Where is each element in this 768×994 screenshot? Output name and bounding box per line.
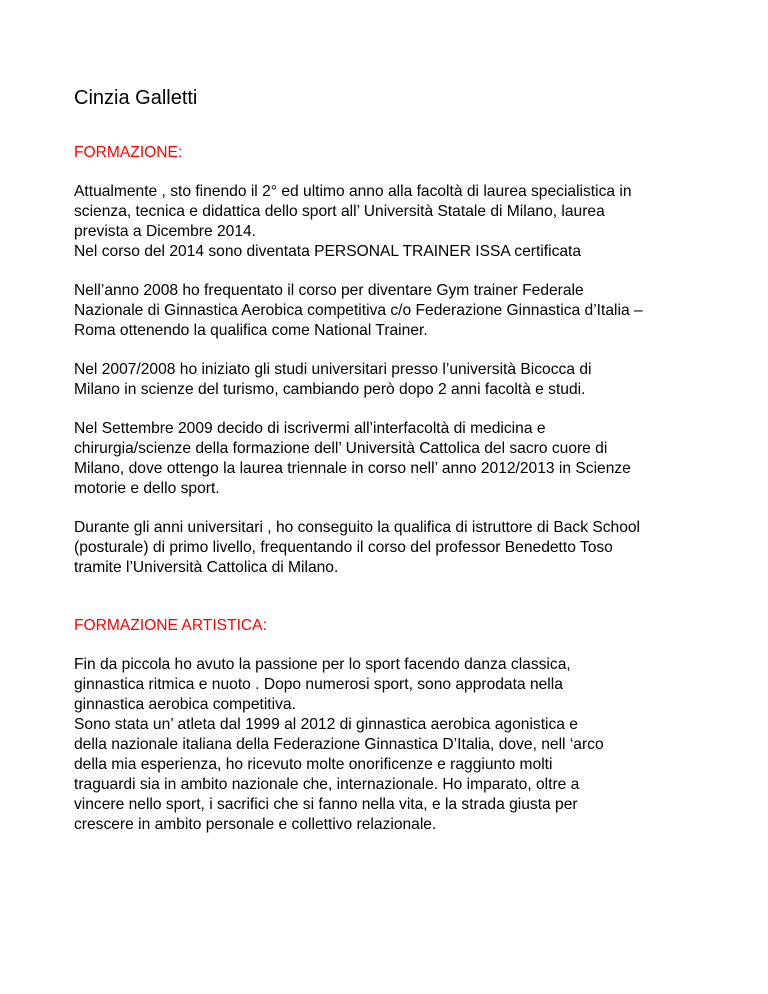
paragraph-line: scienza, tecnica e didattica dello sport all’ Università Statale di Milano, laurea xyxy=(74,203,605,220)
paragraph-line: Nell’anno 2008 ho frequentato il corso per diventare Gym trainer Federale xyxy=(74,282,584,299)
section-heading-formazione: FORMAZIONE: xyxy=(74,144,183,161)
paragraph-line: della nazionale italiana della Federazione Ginnastica D’Italia, dove, nell ‘arco xyxy=(74,736,604,753)
paragraph-line: Milano in scienze del turismo, cambiando però dopo 2 anni facoltà e studi. xyxy=(74,381,586,398)
paragraph-line: della mia esperienza, ho ricevuto molte onorificenze e raggiunto molti xyxy=(74,756,553,773)
paragraph-line: crescere in ambito personale e collettivo relazionale. xyxy=(74,816,437,833)
paragraph-line: ginnastica aerobica competitiva. xyxy=(74,696,296,713)
person-name: Cinzia Galletti xyxy=(74,87,198,109)
paragraph-line: prevista a Dicembre 2014. xyxy=(74,223,257,240)
paragraph-line: (posturale) di primo livello, frequentando il corso del professor Benedetto Toso xyxy=(74,539,613,556)
paragraph-line: tramite l’Università Cattolica di Milano. xyxy=(74,559,339,576)
paragraph-line: Roma ottenendo la qualifica come National Trainer. xyxy=(74,322,428,339)
paragraph-line: traguardi sia in ambito nazionale che, internazionale. Ho imparato, oltre a xyxy=(74,776,580,793)
paragraph-line: motorie e dello sport. xyxy=(74,480,220,497)
paragraph-line: Durante gli anni universitari , ho conseguito la qualifica di istruttore di Back School xyxy=(74,519,641,536)
paragraph-line: Attualmente , sto finendo il 2° ed ultimo anno alla facoltà di laurea specialistica in xyxy=(74,183,632,200)
paragraph-line: Nel Settembre 2009 decido di iscrivermi all’interfacoltà di medicina e xyxy=(74,420,546,437)
paragraph-line: Nel corso del 2014 sono diventata PERSONAL TRAINER ISSA certificata xyxy=(74,243,582,260)
paragraph-line: Fin da piccola ho avuto la passione per lo sport facendo danza classica, xyxy=(74,656,571,673)
paragraph-line: chirurgia/scienze della formazione dell’ Università Cattolica del sacro cuore di xyxy=(74,440,608,457)
paragraph-line: ginnastica ritmica e nuoto . Dopo numerosi sport, sono approdata nella xyxy=(74,676,563,693)
paragraph-line: vincere nello sport, i sacrifici che si fanno nella vita, e la strada giusta per xyxy=(74,796,578,813)
paragraph-line: Nazionale di Ginnastica Aerobica competitiva c/o Federazione Ginnastica d’Italia – xyxy=(74,302,643,319)
paragraph-line: Milano, dove ottengo la laurea triennale in corso nell’ anno 2012/2013 in Scienze xyxy=(74,460,631,477)
paragraph-line: Nel 2007/2008 ho iniziato gli studi universitari presso l’università Bicocca di xyxy=(74,361,592,378)
section-heading-formazione-artistica: FORMAZIONE ARTISTICA: xyxy=(74,617,267,634)
paragraph-line: Sono stata un’ atleta dal 1999 al 2012 di ginnastica aerobica agonistica e xyxy=(74,716,578,733)
